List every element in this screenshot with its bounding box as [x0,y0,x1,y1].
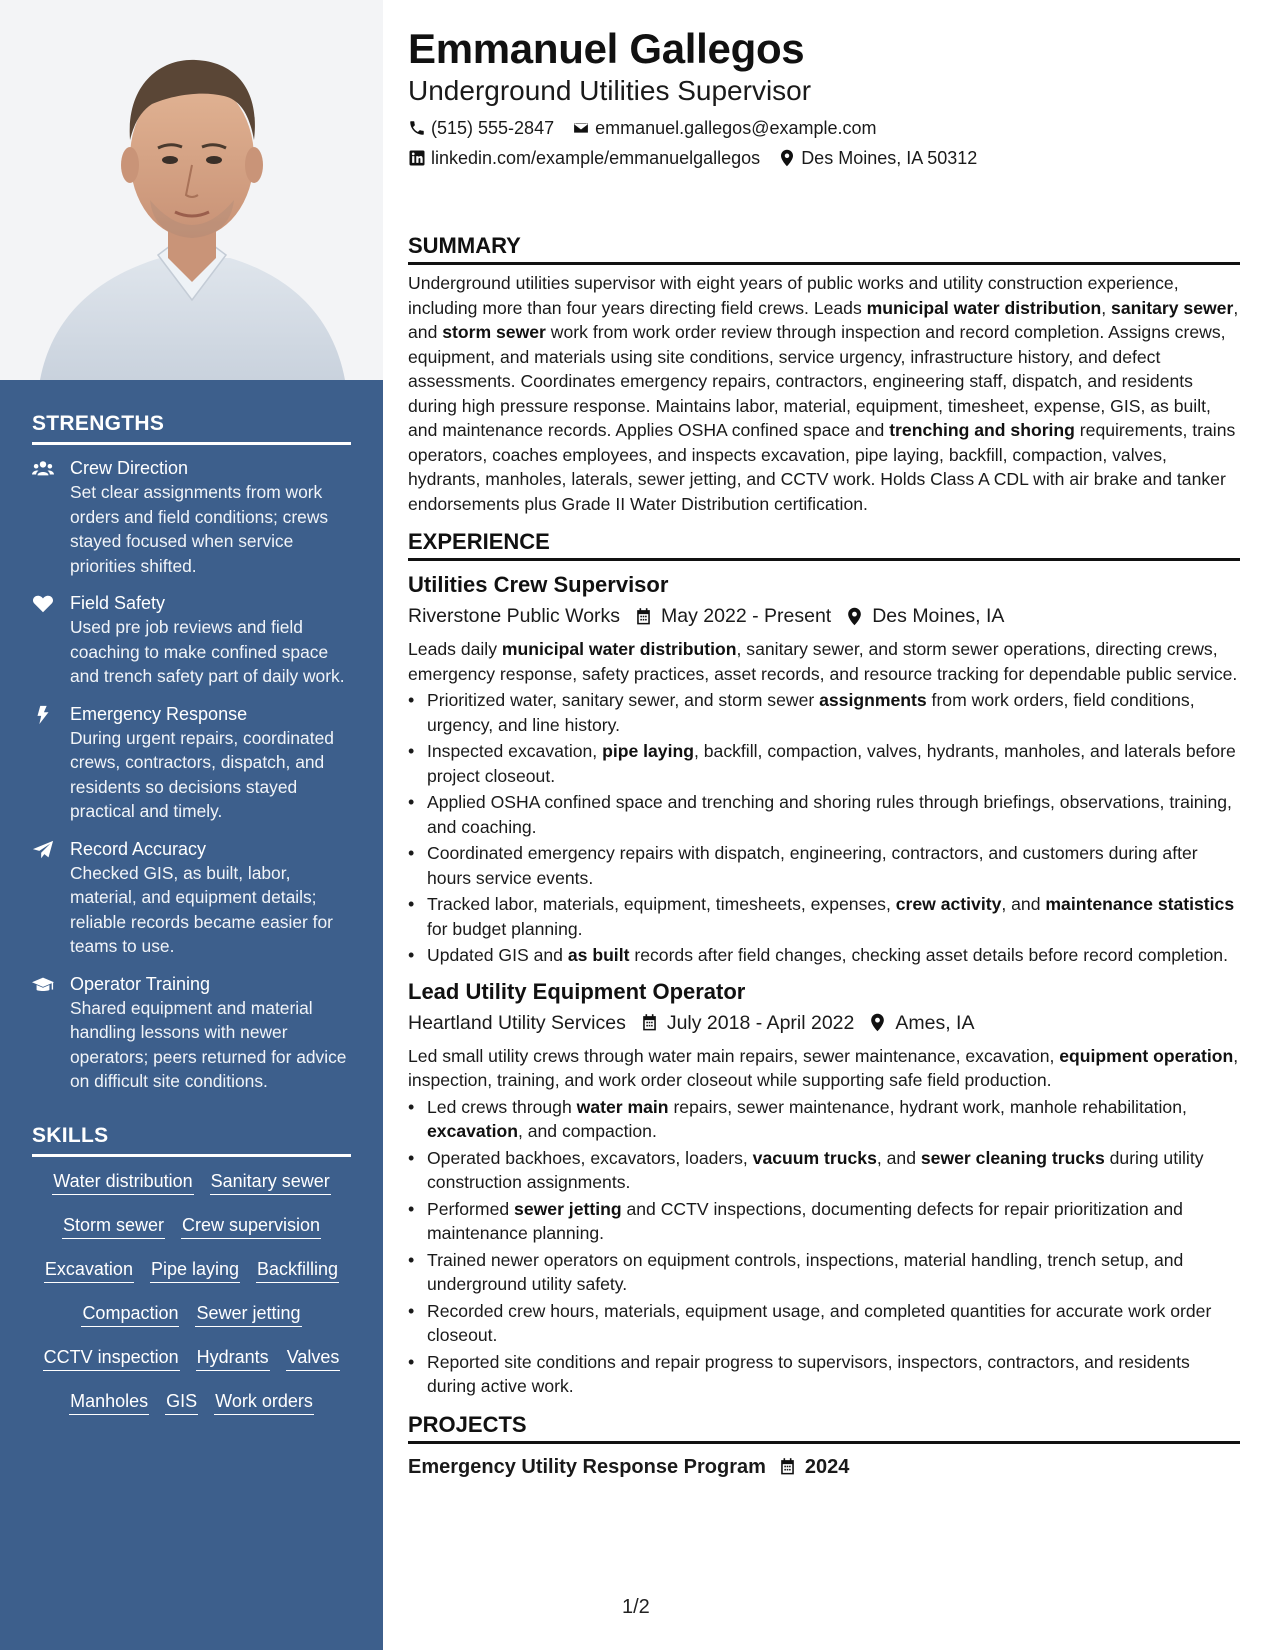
map-pin-icon [778,149,796,167]
strength-title: Emergency Response [70,703,248,724]
map-pin-icon [868,1013,887,1032]
job-location: Ames, IA [895,1011,975,1034]
skill-tag: Excavation [44,1257,134,1283]
skills-heading: SKILLS [32,1124,351,1157]
skills-list [32,1169,351,1415]
job-dates: May 2022 - Present [661,605,832,627]
candidate-role: Underground Utilities Supervisor [408,75,812,106]
candidate-name: Emmanuel Gallegos [408,25,805,72]
skill-tag: Manholes [69,1389,149,1415]
envelope-icon [572,119,590,137]
phone-text: (515) 555-2847 [431,118,555,138]
job-intro: Led small utility crews through water main repairs, sewer maintenance, excavation, equipment operation, inspection, training, and work order closeout while supporting safe field production. [408,1045,1239,1090]
bullet-item: • Performed sewer jetting and CCTV inspections, documenting defects for repair prioritization and maintenance planning. [408,1197,1240,1246]
contact-row [408,116,1240,140]
company-name: Riverstone Public Works [408,605,621,627]
summary-heading: SUMMARY [408,232,1240,265]
contact-row-2 [408,146,1240,170]
location-text: Des Moines, IA 50312 [801,148,978,168]
bullet-item: • Trained newer operators on equipment controls, inspections, material handling, trench setup, and underground utility safety. [408,1248,1240,1297]
strength-description: Used pre job reviews and field coaching to make confined space and trench safety part of daily work. [70,617,345,686]
linkedin-text: linkedin.com/example/emmanuelgallegos [431,148,761,168]
strength-title: Field Safety [70,593,166,613]
strength-item [32,703,351,824]
portrait-image [0,0,383,380]
email-text: emmanuel.gallegos@example.com [595,118,877,138]
skill-tag: Sanitary sewer [210,1169,331,1195]
calendar-icon [640,1013,659,1032]
job-location: Des Moines, IA [872,605,1005,627]
strength-item [32,838,351,959]
bullet-item: • Applied OSHA confined space and trenching and shoring rules through briefings, observations, training, and coaching. [408,790,1240,839]
skill-tag: Storm sewer [62,1213,165,1239]
strength-title: Operator Training [70,973,211,994]
skill-tag: Pipe laying [150,1257,240,1283]
company-name: Heartland Utility Services [408,1011,626,1034]
strength-description: During urgent repairs, coordinated crews, contractors, dispatch, and residents so decisions stayed practical and timely. [70,727,334,821]
skill-tag: Sewer jetting [195,1301,301,1327]
skill-tag: Valves [286,1345,341,1371]
job-intro: Leads daily municipal water distribution, sanitary sewer, and storm sewer operations, directing crews, emergency response, safety practices, asset records, and resource tracking for dependable public service. [408,639,1238,684]
job-bullets [408,688,1240,968]
job-bullets [408,1095,1240,1399]
paper-plane-icon [32,838,70,959]
skill-tag: Water distribution [52,1169,193,1195]
contact-location [778,146,977,170]
skill-tag: GIS [165,1389,198,1415]
job-dates: July 2018 - April 2022 [666,1011,855,1034]
skill-tag: Hydrants [196,1345,270,1371]
strength-item [32,973,351,1094]
calendar-icon [778,1457,797,1476]
bullet-item: • Reported site conditions and repair progress to supervisors, inspectors, contractors, and residents during active work. [408,1350,1240,1399]
bullet-item: • Led crews through water main repairs, sewer maintenance, hydrant work, manhole rehabilitation, excavation, and compaction. [408,1095,1240,1144]
project-item [408,1454,1240,1480]
users-icon [32,457,70,578]
bullet-item: • Tracked labor, materials, equipment, timesheets, expenses, crew activity, and maintenance statistics for budget planning. [408,892,1240,941]
strengths-list [32,457,351,1094]
skill-tag: CCTV inspection [43,1345,180,1371]
strength-description: Checked GIS, as built, labor, material, and equipment details; reliable records became easier for teams to use. [70,862,333,956]
bullet-item: • Operated backhoes, excavators, loaders, vacuum trucks, and sewer cleaning trucks during utility construction assignments. [408,1146,1240,1195]
project-year: 2024 [804,1455,850,1478]
job-meta [408,603,1240,629]
bullet-item: • Inspected excavation, pipe laying, backfill, compaction, valves, hydrants, manholes, and laterals before project closeout. [408,739,1240,788]
main-content [408,24,1240,1480]
strength-item [32,592,351,689]
bolt-icon [32,703,70,824]
job-meta [408,1010,1240,1036]
strengths-heading: STRENGTHS [32,412,351,445]
project-title: Emergency Utility Response Program [408,1455,766,1478]
skill-tag: Backfilling [256,1257,339,1283]
strength-description: Set clear assignments from work orders and field conditions; crews stayed focused when service priorities shifted. [70,482,329,576]
heart-icon [32,592,70,689]
contact-email[interactable] [572,116,876,140]
projects-heading: PROJECTS [408,1411,1240,1444]
bullet-item: • Prioritized water, sanitary sewer, and storm sewer assignments from work orders, field conditions, urgency, and line history. [408,688,1240,737]
strength-title: Record Accuracy [70,838,207,859]
linkedin-icon [408,149,426,167]
graduation-cap-icon [32,973,70,1094]
bullet-item: • Recorded crew hours, materials, equipment usage, and completed quantities for accurate work order closeout. [408,1299,1240,1348]
calendar-icon [634,607,653,626]
experience-heading: EXPERIENCE [408,528,1240,561]
strength-item [32,457,351,578]
phone-icon [408,119,426,137]
profile-photo [0,0,383,380]
page-number: 1/2 [622,1596,650,1618]
contact-linkedin[interactable] [408,146,760,170]
job-title: Lead Utility Equipment Operator [408,978,746,1004]
skill-tag: Crew supervision [181,1213,321,1239]
skill-tag: Work orders [214,1389,314,1415]
summary-text: Underground utilities supervisor with eight years of public works and utility construction experience, including more than four years directing field crews. Leads municipal water distribution, sanitary sewer, and storm sewer work from work order review through inspection and record completion. Assigns crews, equipment, and materials using site conditions, service urgency, infrastructure history, and defect assessments. Coordinates emergency repairs, contractors, engineering staff, dispatch, and residents during high pressure response. Maintains labor, material, equipment, timesheet, expense, GIS, as built, and maintenance records. Applies OSHA confined space and trenching and shoring requirements, trains operators, coaches employees, and inspects excavation, pipe laying, backfill, compaction, valves, hydrants, manholes, laterals, sewer jetting, and CCTV work. Holds Class A CDL with air brake and tanker endorsements plus Grade II Water Distribution certification. [408,273,1239,514]
strength-description: Shared equipment and material handling lessons with newer operators; peers returned for advice on difficult site conditions. [70,997,347,1091]
strength-title: Crew Direction [70,458,189,478]
job-title: Utilities Crew Supervisor [408,572,669,597]
contact-phone[interactable] [408,116,554,140]
sidebar [0,0,383,1650]
bullet-item: • Coordinated emergency repairs with dispatch, engineering, contractors, and customers during after hours service events. [408,841,1240,890]
sidebar-content [32,412,351,1415]
map-pin-icon [845,607,864,626]
skill-tag: Compaction [81,1301,179,1327]
bullet-item: • Updated GIS and as built records after field changes, checking asset details before record completion. [408,943,1240,968]
